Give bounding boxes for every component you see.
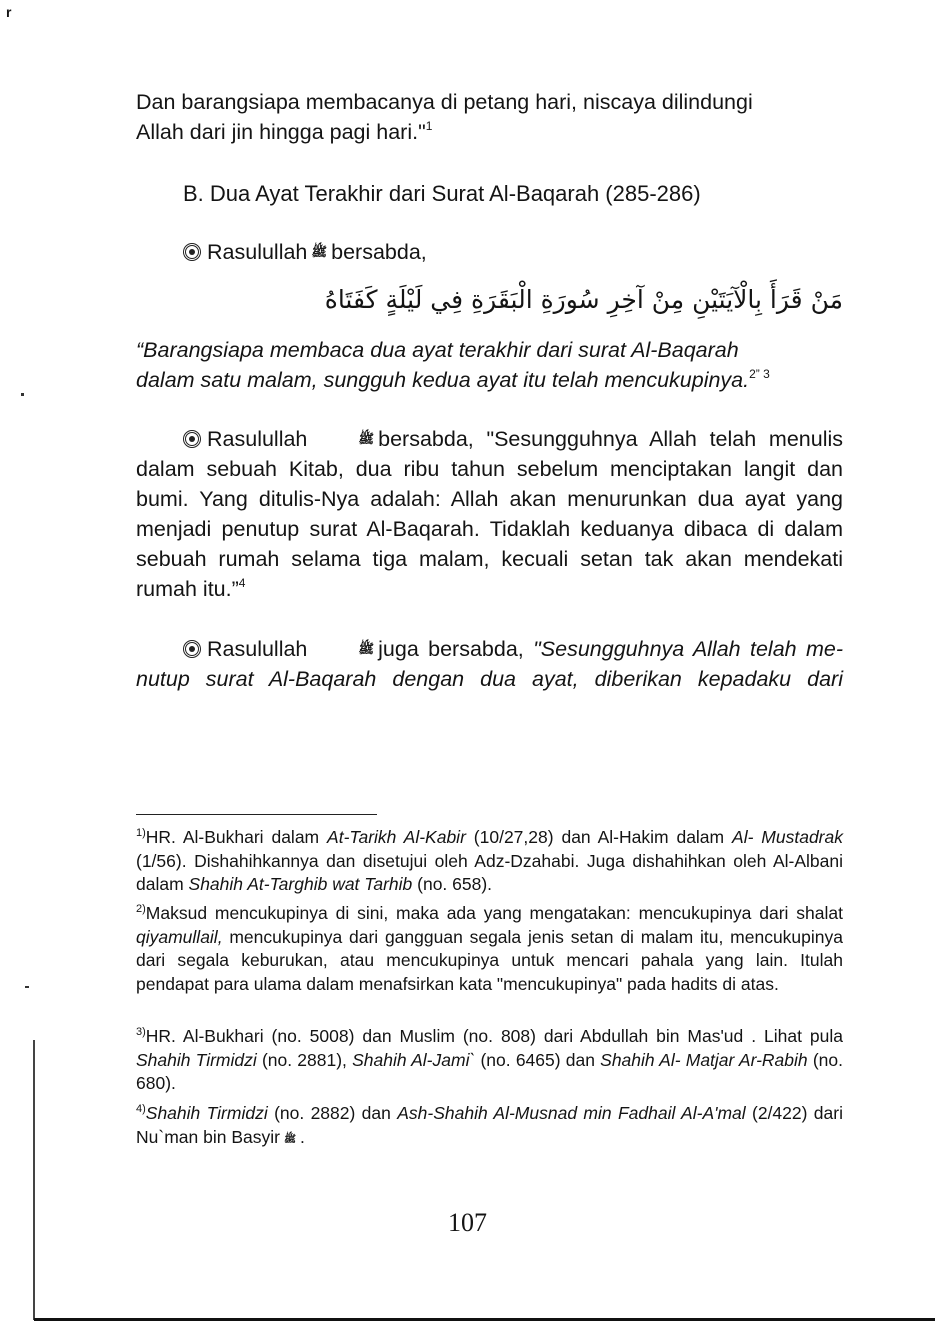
- footnote-1-text: (1/56). Dishahihkannya dan disetujui oleh Adz-Dzahabi. Juga dishahihkan oleh Al-Albani dalam: [136, 850, 843, 895]
- scan-speck: [21, 393, 24, 396]
- footnote-4-text: .: [300, 1126, 305, 1147]
- footnote-1-text: HR. Al-Bukhari dalam: [145, 827, 328, 847]
- paragraph-2: [136, 424, 843, 604]
- footnote-4-number: 4): [136, 1103, 146, 1115]
- footnote-3-number: 3): [136, 1026, 146, 1038]
- salawat-icon: ﷺ: [311, 244, 328, 259]
- footnote-2: [136, 902, 843, 997]
- footnote-1-text: (10/27,28) dan Al-Hakim dalam: [465, 827, 733, 847]
- footnote-2-text: mencukupinya dari gangguan segala jenis setan di malam itu, mencukupinya dari segala keburukan, atau mencukupinya untuk mencari pahala yang lain. Itulah pendapat para ulama dalam menafsirkan kata "mencukupinya" pada hadits di atas.: [136, 926, 843, 995]
- footnote-3-text: (no. 680).: [136, 1049, 843, 1094]
- footnote-4: [136, 1102, 843, 1149]
- footnote-ref-2-3: 2” 3: [749, 367, 770, 381]
- footnote-3-text: HR. Al-Bukhari (no. 5008) dan Muslim (no. 808) dari Abdullah bin Mas'ud . Lihat pula: [145, 1026, 843, 1046]
- footnote-ref-1: 1: [425, 119, 433, 133]
- footnote-2-term: qiyamullail,: [136, 926, 223, 947]
- corner-mark: r: [6, 4, 12, 20]
- paragraph-1-line-2: Allah dari jin hingga pagi hari.": [136, 120, 426, 144]
- arabic-hadith-text: مَنْ قَرَأَ بِالْآيَتَيْنِ مِنْ آخِرِ سُورَةِ الْبَقَرَةِ فِي لَيْلَةٍ كَفَتَاهُ: [324, 285, 843, 314]
- footnote-2-text: Maksud mencukupinya di sini, maka ada yang mengatakan: mencukupinya dari shalat: [145, 903, 843, 923]
- paragraph-3-quote: "Sesungguhnya Allah telah me- nutup surat Al-Baqarah dengan dua ayat, diberikan kepadaku dari: [136, 637, 844, 691]
- speaker-name: Rasulullah: [207, 240, 308, 264]
- paragraph-3-speaker: Rasulullah: [207, 637, 308, 661]
- footnote-1-text: (no. 658).: [412, 874, 493, 895]
- ornament-icon: [183, 640, 201, 658]
- paragraph-3: [136, 634, 843, 694]
- paragraph-2-text: bersabda, "Sesungguhnya Allah telah menulis dalam sebuah Kitab, dua ribu tahun sebelum menciptakan langit dan bumi. Yang ditulis-Nya adalah: Allah akan menurunkan dua ayat yang menjadi penutup surat Al-Baqarah. Tidaklah keduanya dibaca di dalam sebuah rumah selama tiga malam, kecuali setan tak akan mendekati rumah itu.”: [136, 427, 843, 601]
- footnote-1-source: Shahih At-Targhib wat Tarhib: [188, 874, 413, 895]
- footnote-3: [136, 1025, 843, 1096]
- footnote-1-number: 1): [136, 827, 146, 839]
- hadith-intro: [183, 237, 427, 267]
- radhiyallahu-icon: ﷺ: [283, 1133, 297, 1145]
- salawat-icon: ﷺ: [358, 431, 375, 446]
- salawat-icon: ﷺ: [358, 641, 375, 656]
- footnote-3-source: Shahih Tirmidzi: [136, 1049, 257, 1070]
- footnote-2-number: 2): [136, 903, 146, 915]
- ornament-icon: [183, 430, 201, 448]
- translation-quote: [136, 335, 843, 395]
- paragraph-2-speaker: Rasulullah: [207, 427, 308, 451]
- footnote-ref-4: 4: [238, 576, 246, 590]
- footnote-3-source: Shahih Al- Matjar Ar-Rabih: [600, 1049, 808, 1070]
- footnote-3-text: (no. 2881),: [256, 1049, 353, 1070]
- quote-line-1: “Barangsiapa membaca dua ayat terakhir dari surat Al-Baqarah: [136, 338, 739, 362]
- footnote-separator: [136, 814, 377, 815]
- footnote-1-source: Al- Mustadrak: [732, 827, 843, 847]
- footnote-4-source: Ash-Shahih Al-Musnad min Fadhail Al-A'mal: [397, 1103, 746, 1123]
- quote-line-2: dalam satu malam, sungguh kedua ayat itu telah mencukupinya.: [136, 368, 750, 392]
- paragraph-1: [136, 87, 843, 147]
- scan-speck: [25, 986, 29, 988]
- ornament-icon: [183, 243, 201, 261]
- footnote-4-source: Shahih Tirmidzi: [145, 1103, 268, 1123]
- paragraph-1-line-1: Dan barangsiapa membacanya di petang hari, niscaya dilindungi: [136, 90, 753, 114]
- page-left-edge: [33, 1040, 35, 1320]
- footnote-4-text: (no. 2882) dan: [267, 1103, 398, 1123]
- footnote-4-text: (2/422) dari Nu`man bin Basyir: [136, 1103, 843, 1147]
- intro-verb: bersabda,: [331, 240, 427, 264]
- page-bottom-edge: [34, 1318, 935, 1321]
- page-number: 107: [448, 1208, 487, 1237]
- footnote-3-source: Shahih Al-Jami`: [352, 1049, 476, 1070]
- paragraph-3-verb: juga bersabda,: [378, 637, 524, 661]
- footnote-1-source: At-Tarikh Al-Kabir: [327, 827, 466, 847]
- footnote-1: [136, 826, 843, 897]
- section-heading: B. Dua Ayat Terakhir dari Surat Al-Baqarah (285-286): [183, 181, 701, 206]
- footnote-3-text: (no. 6465) dan: [475, 1049, 601, 1070]
